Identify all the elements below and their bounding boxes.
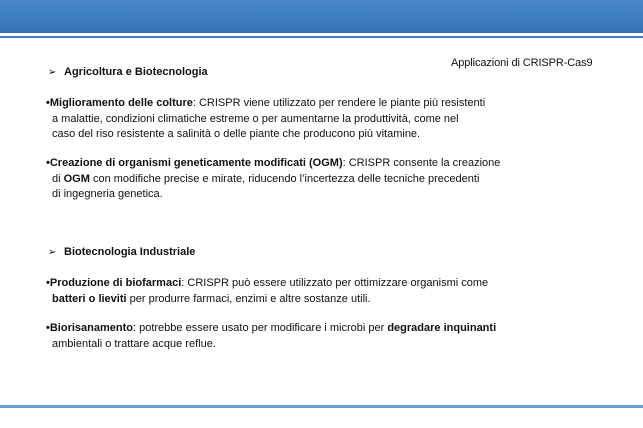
paragraph-text: : CRISPR consente la creazione (342, 157, 501, 169)
paragraph-line (46, 172, 566, 188)
arrow-bullet-icon: ➢ (48, 67, 57, 78)
term-biorisanamento: •Biorisanamento (46, 322, 133, 334)
term-creazione-ogm: •Creazione di organismi geneticamente modificati (OGM) (46, 157, 343, 169)
term-miglioramento-colture: •Miglioramento delle colture (46, 97, 193, 109)
section-heading-label: Biotecnologia Industriale (64, 246, 196, 258)
term-produzione-biofarmaci: •Produzione di biofarmaci (46, 277, 182, 289)
paragraph-line: caso del riso resistente a salinità o delle piante che producono più vitamine. (52, 128, 421, 140)
paragraph-text: : CRISPR può essere utilizzato per ottimizzare organismi come (181, 277, 489, 289)
paragraph-text: con modifiche precise e mirate, riducendo l’incertezza delle tecniche precedenti (89, 172, 480, 185)
paragraph-produzione-biofarmaci (46, 276, 566, 307)
paragraph-line (46, 292, 566, 308)
header-rule (0, 36, 643, 38)
paragraph-line (46, 321, 566, 337)
paragraph-line: di ingegneria genetica. (52, 188, 163, 200)
section-heading-agricoltura (48, 66, 208, 78)
paragraph-line: ambientali o trattare acque reflue. (52, 337, 216, 350)
paragraph-miglioramento-colture (46, 96, 566, 143)
term-batteri-lieviti: batteri o lieviti (52, 292, 127, 305)
paragraph-creazione-ogm (46, 156, 566, 203)
term-ogm: OGM (63, 172, 90, 185)
paragraph-text: : potrebbe essere usato per modificare i microbi per (132, 322, 388, 334)
header-band (0, 0, 643, 33)
slide-title: Applicazioni di CRISPR-Cas9 (451, 57, 593, 69)
paragraph-line (46, 276, 566, 292)
paragraph-text: : CRISPR viene utilizzato per rendere le piante più resistenti (192, 97, 486, 109)
paragraph-line (46, 96, 566, 112)
paragraph-line: a malattie, condizioni climatiche estreme o per aumentarne la produttività, come nel (52, 112, 459, 125)
section-heading-biotecnologia-industriale (48, 246, 195, 258)
arrow-bullet-icon: ➢ (48, 247, 57, 258)
paragraph-text: di (52, 172, 64, 185)
footer-rule (0, 405, 643, 408)
paragraph-line (46, 156, 566, 172)
term-degradare-inquinanti: degradare inquinanti (387, 322, 497, 334)
paragraph-biorisanamento (46, 321, 566, 352)
section-heading-label: Agricoltura e Biotecnologia (64, 66, 208, 78)
paragraph-text: per produrre farmaci, enzimi e altre sostanze utili. (126, 292, 371, 305)
